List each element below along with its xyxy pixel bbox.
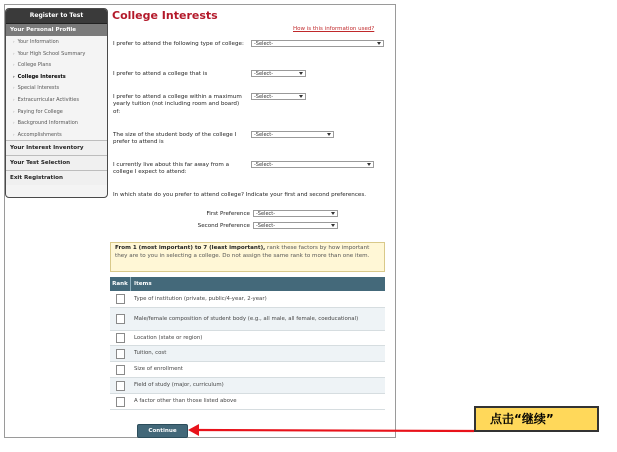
rank-input[interactable]: [116, 397, 125, 407]
chevron-down-icon: [367, 163, 371, 166]
table-row: [110, 331, 385, 346]
bullet-icon: ›: [13, 50, 15, 56]
rank-input[interactable]: [116, 333, 125, 343]
sidebar-item-label: College Plans: [17, 62, 52, 69]
rank-input[interactable]: [116, 381, 125, 391]
sidebar-item-label: Special Interests: [17, 85, 60, 92]
rank-input[interactable]: [116, 365, 125, 375]
rank-input[interactable]: [116, 314, 125, 324]
table-row: [110, 378, 385, 394]
sidebar-section-personal-profile[interactable]: Your Personal Profile: [6, 24, 107, 36]
second-preference-label: Second Preference: [197, 223, 250, 229]
table-row: [110, 346, 385, 362]
question-college-setting: I prefer to attend a college that is: [113, 71, 208, 77]
sidebar-item-your-information[interactable]: [6, 36, 107, 48]
sidebar-item-test-selection[interactable]: Your Test Selection: [6, 155, 107, 170]
table-header: [110, 277, 385, 291]
chevron-down-icon: [377, 42, 381, 45]
bullet-icon: ›: [13, 62, 15, 68]
sidebar-item-exit-registration[interactable]: Exit Registration: [6, 170, 107, 185]
select-value: -Select-: [254, 162, 274, 168]
distance-select[interactable]: [251, 161, 374, 168]
chevron-down-icon: [327, 133, 331, 136]
student-body-size-select[interactable]: [251, 131, 334, 138]
first-preference-select[interactable]: [253, 210, 338, 217]
sidebar-item-label: Background Information: [17, 120, 78, 127]
question-distance-from-home: I currently live about this far away from a college I expect to attend:: [113, 162, 230, 176]
sidebar-item-interest-inventory[interactable]: Your Interest Inventory: [6, 140, 107, 155]
select-value: -Select-: [254, 71, 274, 77]
second-preference-select[interactable]: [253, 222, 338, 229]
sidebar-item-high-school-summary[interactable]: [6, 48, 107, 60]
bullet-icon: ›: [13, 96, 15, 102]
sidebar-item-college-interests[interactable]: [6, 71, 107, 83]
ranking-instructions-bold: From 1 (most important) to 7 (least important),: [115, 245, 266, 251]
continue-button[interactable]: Continue: [137, 424, 188, 438]
college-setting-select[interactable]: [251, 70, 306, 77]
item-text: Field of study (major, curriculum): [134, 382, 224, 388]
sidebar-item-accomplishments[interactable]: [6, 129, 107, 141]
item-text: A factor other than those listed above: [134, 398, 237, 404]
sidebar-item-label: College Interests: [17, 73, 66, 80]
sidebar-item-label: Paying for College: [17, 108, 63, 115]
first-preference-label: First Preference: [206, 211, 250, 217]
annotation-callout: 点击“继续”: [474, 406, 599, 432]
sidebar-item-label: Accomplishments: [17, 131, 62, 138]
bullet-icon: ›: [13, 39, 15, 44]
table-row: [110, 394, 385, 410]
ranking-instructions: [110, 242, 385, 272]
chevron-down-icon: [331, 224, 335, 227]
table-row: [110, 308, 385, 331]
select-value: -Select-: [254, 132, 274, 138]
item-text: Male/female composition of student body (e.g., all male, all female, coeducational): [134, 315, 359, 322]
max-tuition-select[interactable]: [251, 93, 306, 100]
sidebar-item-extracurricular[interactable]: [6, 94, 107, 106]
chevron-down-icon: [299, 95, 303, 98]
sidebar-item-background-information[interactable]: [6, 117, 107, 129]
sidebar-item-label: Your High School Summary: [17, 50, 86, 57]
sidebar-item-college-plans[interactable]: [6, 59, 107, 71]
sidebar-item-label: Extracurricular Activities: [17, 96, 79, 103]
item-text: Tuition, cost: [134, 350, 167, 356]
item-text: Location (state or region): [134, 334, 203, 341]
help-link[interactable]: How is this information used?: [293, 26, 375, 32]
chevron-down-icon: [299, 72, 303, 75]
sidebar-item-label: Your Information: [17, 39, 59, 45]
select-value: -Select-: [254, 94, 274, 100]
page-title: College Interests: [112, 9, 218, 22]
bullet-icon: ›: [13, 120, 15, 126]
bullet-icon: ›: [13, 73, 15, 79]
rank-input[interactable]: [116, 349, 125, 359]
bullet-icon: ›: [13, 131, 15, 137]
bullet-icon: ›: [13, 108, 15, 114]
table-row: [110, 291, 385, 308]
question-college-type: I prefer to attend the following type of college:: [113, 41, 244, 47]
item-text: Size of enrollment: [134, 366, 183, 372]
item-text: Type of institution (private, public/4-year, 2-year): [134, 295, 267, 302]
rank-input[interactable]: [116, 294, 125, 304]
select-value: -Select-: [256, 223, 276, 229]
select-value: -Select-: [256, 211, 276, 217]
sidebar-header: Register to Test: [6, 9, 107, 24]
table-row: [110, 362, 385, 378]
sidebar-item-paying-for-college[interactable]: [6, 106, 107, 118]
column-header-rank: Rank: [110, 277, 131, 291]
table-body: [110, 291, 385, 410]
college-type-select[interactable]: [251, 40, 384, 47]
ranking-table: [110, 277, 385, 410]
select-value: -Select-: [254, 41, 274, 47]
question-state-preference: In which state do you prefer to attend college? Indicate your first and second preferences.: [113, 192, 367, 198]
ranking-instructions-text: rank these factors by how important they are to you in selecting a college. Do not assign the same rank to more than one item.: [115, 245, 370, 259]
chevron-down-icon: [331, 212, 335, 215]
column-header-items: Items: [134, 281, 152, 287]
question-student-body-size: The size of the student body of the college I prefer to attend is: [113, 132, 237, 146]
bullet-icon: ›: [13, 85, 15, 91]
question-max-tuition: I prefer to attend a college within a maximum yearly tuition (not including room and board) of:: [113, 94, 242, 115]
sidebar-item-special-interests[interactable]: [6, 82, 107, 94]
sidebar-nav: [5, 8, 108, 198]
